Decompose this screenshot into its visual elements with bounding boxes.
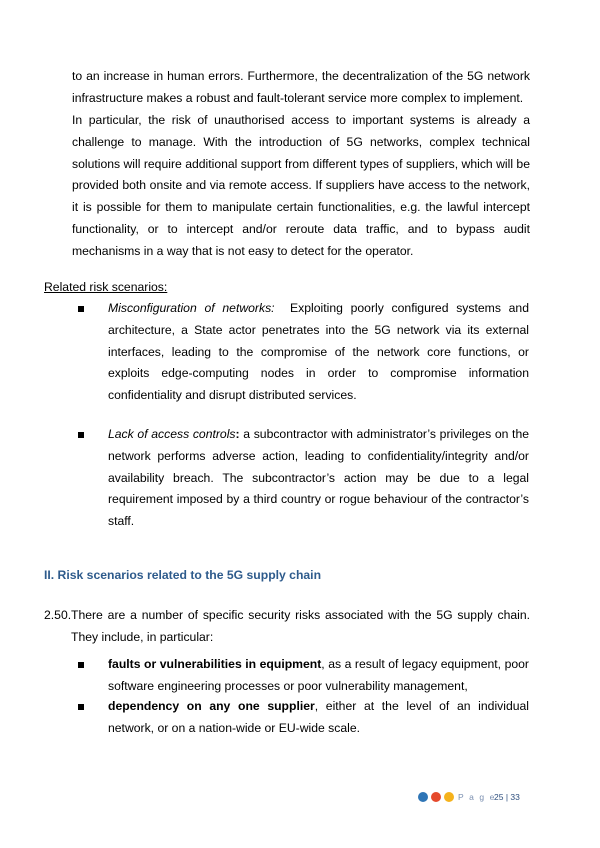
- yellow-dot-icon: [444, 792, 454, 802]
- numbered-paragraph: [44, 605, 530, 649]
- list-item-body: Exploiting poorly configured systems and architecture, a State actor penetrates into the 5G network via its external interfaces, leading to the compromise of the network core functions, or exploits edge-computing nodes in order to compromise information confidentiality and disrupt distributed services.: [108, 301, 533, 403]
- section-heading: II. Risk scenarios related to the 5G supply chain: [44, 568, 322, 582]
- paragraph-text: There are a number of specific security risks associated with the 5G supply chain. They include, in particular:: [71, 608, 530, 644]
- square-bullet-icon: [78, 432, 84, 438]
- list-item-title: dependency on any one supplier: [108, 699, 315, 713]
- list-item-body: , as a result of legacy equipment, poor software engineering processes or poor vulnerability management,: [108, 657, 529, 693]
- list-item-text: [108, 298, 533, 407]
- page-number: 25 | 33: [494, 792, 520, 802]
- list-item-title: Misconfiguration of networks:: [108, 301, 275, 315]
- square-bullet-icon: [78, 704, 84, 710]
- blue-dot-icon: [418, 792, 428, 802]
- paragraph-number: 2.50.: [44, 608, 72, 622]
- related-risk-scenarios-label: Related risk scenarios:: [44, 280, 168, 294]
- page-label: P a g e: [458, 792, 496, 802]
- list-item-title: Lack of access controls: [108, 427, 236, 441]
- list-item-body: a subcontractor with administrator’s privileges on the network performs adverse action, leading to confidentiality/integrity and/or availability breach. The subcontractor’s action may be due to a legal requirement imposed by a third country or rogue behaviour of the contractor’s staff.: [108, 427, 529, 529]
- list-item-colon: :: [235, 427, 240, 441]
- page-footer: [418, 790, 538, 804]
- red-dot-icon: [431, 792, 441, 802]
- body-paragraph: In particular, the risk of unauthorised access to important systems is already a challenge to manage. With the introduction of 5G networks, complex technical solutions will require additional support from different types of suppliers, which will be provided both onsite and via remote access. If suppliers have access to the network, it is possible for them to manipulate certain functionalities, e.g. the lawful intercept functionality, or to intercept and/or reroute data traffic, and to bypass audit mechanisms in a way that is not easy to detect for the operator.: [72, 113, 530, 258]
- square-bullet-icon: [78, 306, 84, 312]
- list-item-body: , either at the level of an individual network, or on a nation-wide or EU-wide scale.: [108, 699, 529, 735]
- square-bullet-icon: [78, 662, 84, 668]
- list-item-text: [108, 696, 529, 740]
- list-item-text: [108, 654, 529, 698]
- body-paragraph-continued: to an increase in human errors. Furthermore, the decentralization of the 5G network infrastructure makes a robust and fault-tolerant service more complex to implement.: [72, 69, 530, 105]
- list-item-title: faults or vulnerabilities in equipment: [108, 657, 322, 671]
- list-item-text: [108, 424, 529, 533]
